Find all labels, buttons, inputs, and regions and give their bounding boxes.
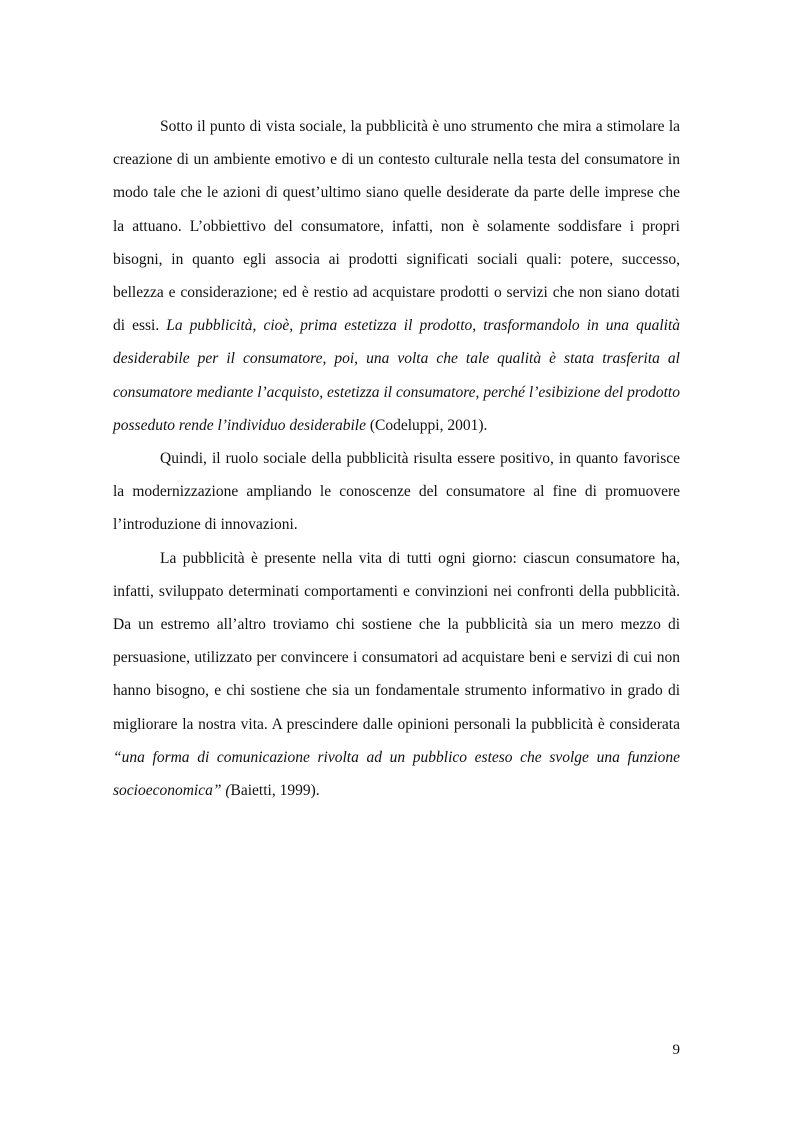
citation: Baietti, 1999). bbox=[230, 782, 320, 800]
paragraph-text: Sotto il punto di vista sociale, la pubblicità è uno strumento che mira a stimolare la creazione di un ambiente emotivo e di un contesto culturale nella testa del consumatore in modo tale che le azioni di quest’ultimo siano quelle desiderate da parte delle imprese che la attuano. L’obbiettivo del consumatore, infatti, non è solamente soddisfare i propri bisogni, in quanto egli associa ai prodotti significati sociali quali: potere, successo, bellezza e considerazione; ed è restio ad acquistare prodotti o servizi che non siano dotati di essi. bbox=[113, 118, 680, 335]
page-number: 9 bbox=[672, 1042, 680, 1058]
paragraph-everyday-life bbox=[113, 542, 680, 808]
paragraph-text: La pubblicità è presente nella vita di tutti ogni giorno: ciascun consumatore ha, infatti, sviluppato determinati comportamenti e convinzioni nei confronti della pubblicità. Da un estremo all’altro troviamo chi sostiene che la pubblicità sia un mero mezzo di persuasione, utilizzato per convincere i consumatori ad acquistare beni e servizi di cui non hanno bisogno, e chi sostiene che sia un fondamentale strumento informativo in grado di migliorare la nostra vita. A prescindere dalle opinioni personali la pubblicità è considerata bbox=[113, 549, 680, 733]
italic-quotation: La pubblicità, cioè, prima estetizza il prodotto, trasformandolo in una qualità desiderabile per il consumatore, poi, una volta che tale qualità è stata trasferita al consumatore mediante l’acquisto, estetizza il consumatore, perché l’esibizione del prodotto posseduto rende l’individuo desiderabile bbox=[113, 317, 680, 434]
paragraph-social-role bbox=[113, 110, 680, 442]
citation: (Codeluppi, 2001). bbox=[365, 416, 488, 434]
body-text bbox=[113, 110, 680, 807]
paragraph-text: Quindi, il ruolo sociale della pubblicità risulta essere positivo, in quanto favorisce la modernizzazione ampliando le conoscenze del consumatore al fine di promuovere l’introduzione di innovazioni. bbox=[113, 450, 680, 534]
italic-quotation: “una forma di comunicazione rivolta ad un pubblico esteso che svolge una funzione socioeconomica” ( bbox=[113, 748, 680, 800]
paragraph-positive-role bbox=[113, 442, 680, 542]
